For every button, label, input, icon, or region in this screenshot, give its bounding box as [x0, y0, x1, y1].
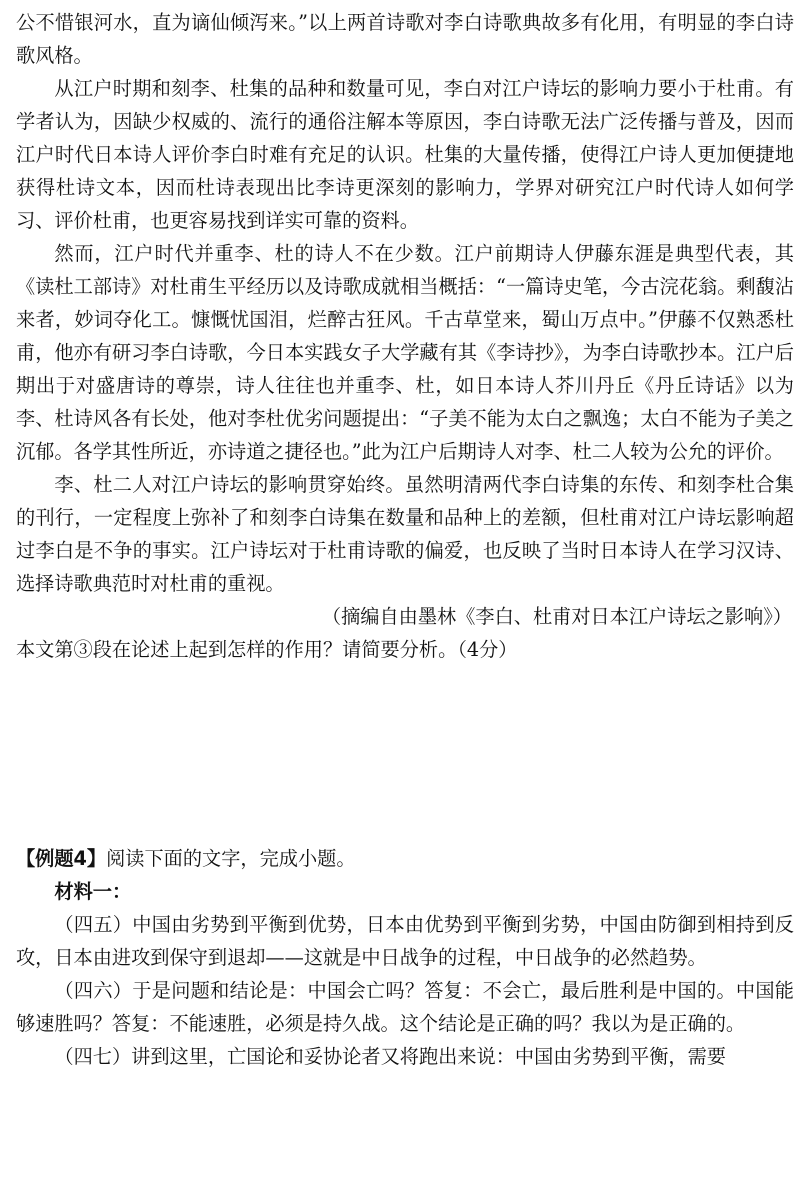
source-citation: （摘编自由墨林《李白、杜甫对日本江户诗坛之影响》） — [321, 605, 792, 628]
answer-space — [16, 666, 794, 842]
paragraph-continued: 公不惜银河水，直为谪仙倾泻来。”以上两首诗歌对李白诗歌典故多有化用，有明显的李白诗歌风格。 — [16, 11, 794, 67]
paragraph-45: （四五）中国由劣势到平衡到优势，日本由优势到平衡到劣势，中国由防御到相持到反攻，日本由进攻到保守到退却——这就是中日战争的过程，中日战争的必然趋势。 — [16, 913, 794, 969]
paragraph-4: 李、杜二人对江户诗坛的影响贯穿始终。虽然明清两代李白诗集的东传、和刻李杜合集的刊行，一定程度上弥补了和刻李白诗集在数量和品种上的差额，但杜甫对江户诗坛影响超过李白是不争的事实。江户诗坛对于杜甫诗歌的偏爱，也反映了当时日本诗人在学习汉诗、选择诗歌典范时对杜甫的重视。 — [16, 473, 794, 595]
paragraph-3: 然而，江户时代并重李、杜的诗人不在少数。江户前期诗人伊藤东涯是典型代表，其《读杜工部诗》对杜甫生平经历以及诗歌成就相当概括：“一篇诗史笔，今古浣花翁。剩馥沾来者，妙词夺化工。慷慨忧国泪，烂醉古狂风。千古草堂来，蜀山万点中。”伊藤不仅熟悉杜甫，他亦有研习李白诗歌，今日本实践女子大学藏有其《李诗抄》，为李白诗歌抄本。江户后期出于对盛唐诗的尊崇，诗人往往也并重李、杜，如日本诗人芥川丹丘《丹丘诗话》以为李、杜诗风各有长处，他对李杜优劣问题提出：“子美不能为太白之飘逸；太白不能为子美之沉郁。各学其性所近，亦诗道之捷径也。”此为江户后期诗人对李、杜二人较为公允的评价。 — [16, 242, 794, 463]
example-heading: 【例题4】 — [16, 847, 107, 870]
paragraph-47: （四七）讲到这里，亡国论和妥协论者又将跑出来说：中国由劣势到平衡，需要 — [54, 1045, 726, 1068]
material-label: 材料一： — [54, 880, 132, 903]
paragraph-2: 从江户时期和刻李、杜集的品种和数量可见，李白对江户诗坛的影响力要小于杜甫。有学者认为，因缺少权威的、流行的通俗注解本等原因，李白诗歌无法广泛传播与普及，因而江户时代日本诗人评价李白时难有充足的认识。杜集的大量传播，使得江户诗人更加便捷地获得杜诗文本，因而杜诗表现出比李诗更深刻的影响力，学界对研究江户时代诗人如何学习、评价杜甫，也更容易找到详实可靠的资料。 — [16, 77, 794, 232]
example-header — [16, 842, 794, 875]
example-instruction: 阅读下面的文字，完成小题。 — [106, 847, 356, 870]
question-text: 本文第③段在论述上起到怎样的作用？请简要分析。（4分） — [16, 638, 518, 661]
paragraph-46: （四六）于是问题和结论是：中国会亡吗？答复：不会亡，最后胜利是中国的。中国能够速胜吗？答复：不能速胜，必须是持久战。这个结论是正确的吗？我以为是正确的。 — [16, 979, 794, 1035]
